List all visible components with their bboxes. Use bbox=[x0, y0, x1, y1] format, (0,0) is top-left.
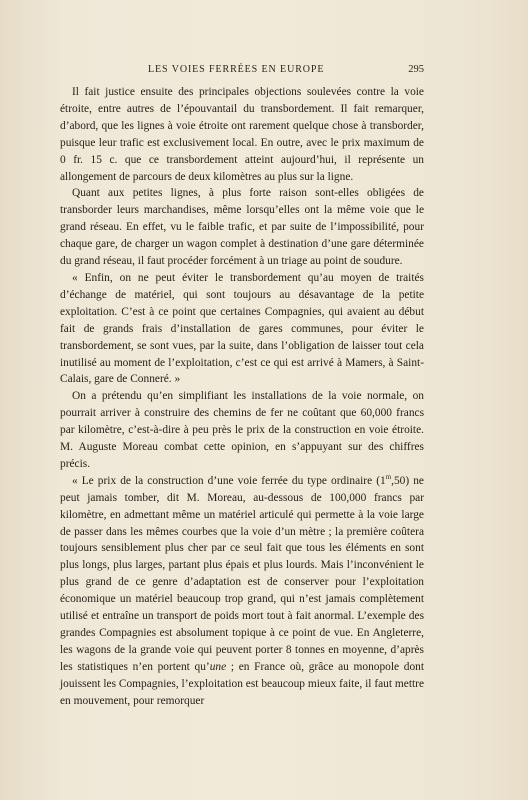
meter-superscript: m bbox=[385, 473, 392, 482]
paragraph-5 bbox=[60, 473, 424, 710]
italic-word: une bbox=[209, 660, 227, 673]
page-number: 295 bbox=[408, 64, 424, 75]
paragraph-2: Quant aux petites lignes, à plus forte raison sont-elles obligées de transborder leurs marchandises, même lorsqu’elles ont la même voie que le grand réseau. En effet, vu le faible trafic, et par suite de l’impossibilité, pour chaque gare, de charger un wagon complet à destination d’une gare déterminée du grand réseau, il faut procéder forcément à un triage au point de soudure. bbox=[60, 187, 424, 268]
paragraph-4: On a prétendu qu’en simplifiant les installations de la voie normale, on pourrait arriver à construire des chemins de fer ne coûtant que 60,000 francs par kilomètre, c’est-à-dire à peu près le prix de la construction en voie étroite. M. Auguste Moreau combat cette opinion, en s’appuyant sur des chiffres précis. bbox=[60, 390, 424, 470]
running-title: LES VOIES FERRÉES EN EUROPE bbox=[148, 64, 325, 75]
paragraph-5-end: ; en France où, grâce au monopole dont jouissent les Compagnies, l’exploitation est beaucoup mieux faite, il faut mettre en mouvement, pour remorquer bbox=[60, 660, 425, 707]
paragraph-5-start: « Le prix de la construction d’une voie ferrée du type ordinaire (1 bbox=[71, 474, 386, 487]
paragraph-3: « Enfin, on ne peut éviter le transbordement qu’au moyen de traités d’échange de matériel, qui sont toujours au désavantage de la petite exploitation. C’est à ce point que certaines Compagnies, qui avaient au début fait de grands frais d’installation de gares communes, pour éviter le transbordement, se sont vues, par la suite, dans l’obligation de laisser tout cela inutilisé au moment de l’exploitation, c’est ce qui est arrivé à Mamers, à Saint-Calais, gare de Conneré. » bbox=[60, 271, 424, 386]
page-header bbox=[60, 64, 424, 78]
paragraph-1: Il fait justice ensuite des principales objections soulevées contre la voie étroite, entre autres de l’épouvantail du transbordement. Il fait remarquer, d’abord, que les lignes à voie étroite ont rarement quelque chose à transborder, puisque leur trafic est exclusivement local. En outre, avec le prix maximum de 0 fr. 15 c. que ce transbordement atteint aujourd’hui, il représente un allongement de parcours de deux kilomètres au plus sur la ligne. bbox=[60, 86, 424, 183]
body-text bbox=[60, 84, 424, 710]
paragraph-5-middle: ,50) ne peut jamais tomber, dit M. Moreau, au-dessous de 100,000 francs par kilomètre, en admettant même un matériel articulé qui permette à la voie large de passer dans les mêmes courbes que la voie d’un mètre ; la première coûtera toujours sensiblement plus cher par ce seul fait que tous les éléments en sont plus longs, plus larges, partant plus épais et plus lourds. Mais l’inconvénient le plus grand de ce genre d’adaptation est de conserver pour l’exploitation économique un matériel beaucoup trop grand, qui n’est jamais complètement utilisé et entraîne un transport de poids mort tout à fait anormal. L’exemple des grandes Compagnies est absolument topique à ce point de vue. En Angleterre, les wagons de la grande voie qui peuvent porter 8 tonnes en moyenne, d’après les statistiques n’en portent qu’ bbox=[60, 474, 424, 673]
